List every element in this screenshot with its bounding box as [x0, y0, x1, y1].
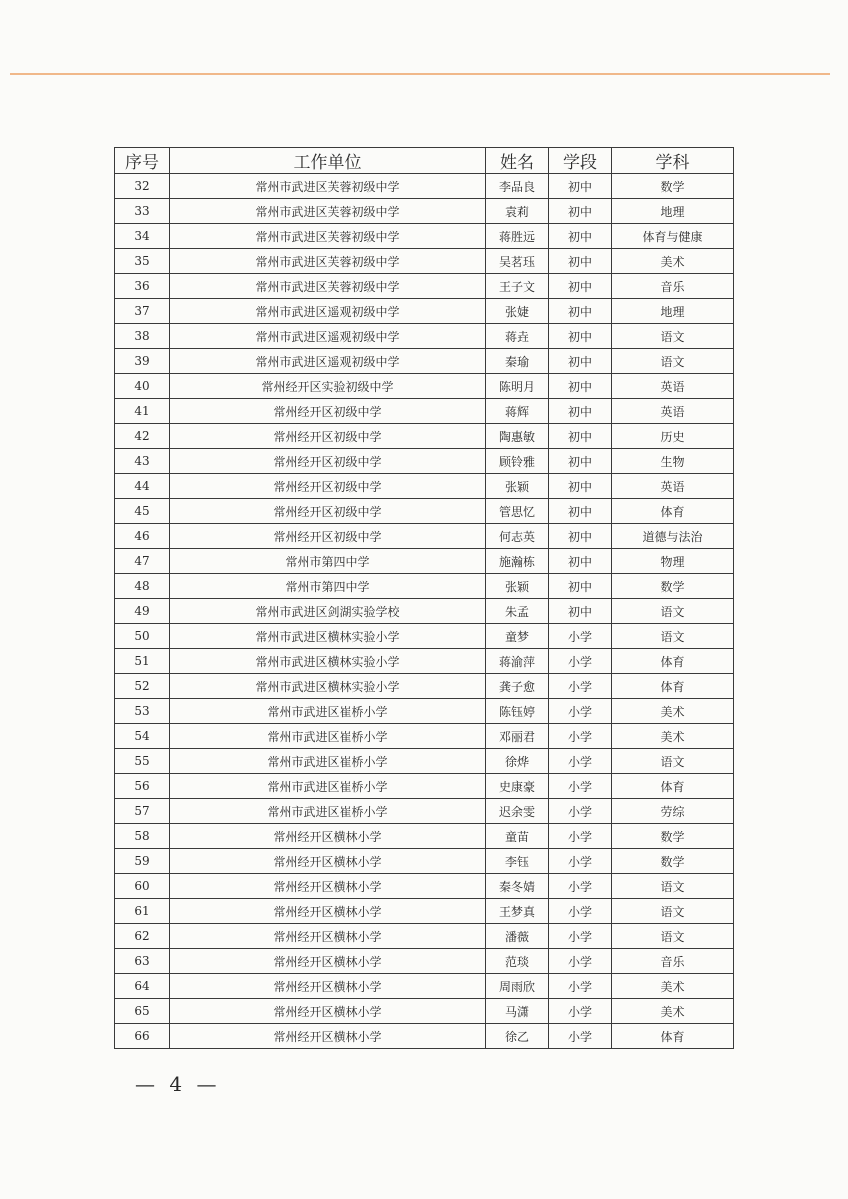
cell-stage: 初中 — [549, 449, 612, 474]
cell-no: 43 — [115, 449, 170, 474]
cell-stage: 初中 — [549, 299, 612, 324]
cell-stage: 初中 — [549, 524, 612, 549]
cell-unit: 常州市武进区横林实验小学 — [170, 674, 486, 699]
cell-unit: 常州经开区横林小学 — [170, 924, 486, 949]
cell-no: 51 — [115, 649, 170, 674]
cell-stage: 小学 — [549, 799, 612, 824]
table-row — [115, 424, 734, 449]
cell-subject: 美术 — [612, 974, 734, 999]
cell-subject: 数学 — [612, 824, 734, 849]
cell-subject: 音乐 — [612, 949, 734, 974]
cell-stage: 小学 — [549, 1024, 612, 1049]
cell-stage: 初中 — [549, 549, 612, 574]
cell-subject: 语文 — [612, 924, 734, 949]
cell-unit: 常州市武进区芙蓉初级中学 — [170, 274, 486, 299]
cell-unit: 常州经开区横林小学 — [170, 824, 486, 849]
cell-name: 何志英 — [486, 524, 549, 549]
cell-subject: 体育 — [612, 649, 734, 674]
cell-unit: 常州经开区横林小学 — [170, 974, 486, 999]
cell-subject: 地理 — [612, 199, 734, 224]
cell-name: 秦冬婧 — [486, 874, 549, 899]
table-row — [115, 924, 734, 949]
cell-no: 64 — [115, 974, 170, 999]
cell-name: 张颖 — [486, 474, 549, 499]
table-row — [115, 474, 734, 499]
cell-stage: 小学 — [549, 649, 612, 674]
cell-subject: 地理 — [612, 299, 734, 324]
cell-stage: 小学 — [549, 899, 612, 924]
table-row — [115, 399, 734, 424]
cell-unit: 常州市武进区芙蓉初级中学 — [170, 224, 486, 249]
column-header-no: 序号 — [115, 148, 170, 174]
table-body — [115, 174, 734, 1049]
table-row — [115, 724, 734, 749]
cell-unit: 常州经开区初级中学 — [170, 524, 486, 549]
cell-unit: 常州经开区横林小学 — [170, 874, 486, 899]
table-row — [115, 874, 734, 899]
cell-stage: 初中 — [549, 399, 612, 424]
cell-no: 36 — [115, 274, 170, 299]
table-row — [115, 574, 734, 599]
cell-name: 蒋渝萍 — [486, 649, 549, 674]
table-row — [115, 774, 734, 799]
cell-name: 李钰 — [486, 849, 549, 874]
cell-stage: 初中 — [549, 174, 612, 199]
cell-no: 49 — [115, 599, 170, 624]
cell-no: 66 — [115, 1024, 170, 1049]
cell-subject: 语文 — [612, 624, 734, 649]
cell-stage: 小学 — [549, 849, 612, 874]
cell-stage: 小学 — [549, 824, 612, 849]
cell-unit: 常州经开区横林小学 — [170, 849, 486, 874]
cell-subject: 语文 — [612, 349, 734, 374]
header-rule — [10, 73, 830, 75]
cell-no: 42 — [115, 424, 170, 449]
table-row — [115, 224, 734, 249]
table-row — [115, 974, 734, 999]
cell-stage: 小学 — [549, 699, 612, 724]
cell-name: 徐乙 — [486, 1024, 549, 1049]
cell-unit: 常州市武进区崔桥小学 — [170, 799, 486, 824]
cell-no: 60 — [115, 874, 170, 899]
cell-no: 41 — [115, 399, 170, 424]
cell-subject: 英语 — [612, 474, 734, 499]
cell-unit: 常州市第四中学 — [170, 574, 486, 599]
table-row — [115, 524, 734, 549]
cell-subject: 数学 — [612, 174, 734, 199]
cell-subject: 美术 — [612, 724, 734, 749]
column-header-name: 姓名 — [486, 148, 549, 174]
cell-unit: 常州经开区初级中学 — [170, 424, 486, 449]
cell-subject: 美术 — [612, 249, 734, 274]
cell-unit: 常州市武进区遥观初级中学 — [170, 324, 486, 349]
cell-stage: 初中 — [549, 249, 612, 274]
cell-name: 蒋胜远 — [486, 224, 549, 249]
cell-subject: 物理 — [612, 549, 734, 574]
cell-no: 48 — [115, 574, 170, 599]
cell-unit: 常州经开区实验初级中学 — [170, 374, 486, 399]
cell-name: 邓丽君 — [486, 724, 549, 749]
table-row — [115, 549, 734, 574]
cell-stage: 初中 — [549, 324, 612, 349]
cell-subject: 体育与健康 — [612, 224, 734, 249]
table-row — [115, 799, 734, 824]
cell-no: 53 — [115, 699, 170, 724]
cell-stage: 小学 — [549, 949, 612, 974]
cell-no: 35 — [115, 249, 170, 274]
cell-name: 张颖 — [486, 574, 549, 599]
table-row — [115, 374, 734, 399]
cell-subject: 美术 — [612, 699, 734, 724]
cell-subject: 生物 — [612, 449, 734, 474]
cell-unit: 常州市武进区遥观初级中学 — [170, 349, 486, 374]
cell-stage: 初中 — [549, 599, 612, 624]
cell-no: 34 — [115, 224, 170, 249]
table-row — [115, 349, 734, 374]
cell-unit: 常州经开区初级中学 — [170, 399, 486, 424]
cell-subject: 数学 — [612, 574, 734, 599]
cell-subject: 体育 — [612, 674, 734, 699]
cell-no: 47 — [115, 549, 170, 574]
cell-no: 37 — [115, 299, 170, 324]
cell-subject: 历史 — [612, 424, 734, 449]
cell-name: 范琰 — [486, 949, 549, 974]
cell-subject: 语文 — [612, 599, 734, 624]
cell-unit: 常州经开区横林小学 — [170, 899, 486, 924]
cell-stage: 初中 — [549, 349, 612, 374]
cell-stage: 初中 — [549, 424, 612, 449]
table-header-row — [115, 148, 734, 174]
cell-no: 44 — [115, 474, 170, 499]
cell-no: 59 — [115, 849, 170, 874]
column-header-subject: 学科 — [612, 148, 734, 174]
cell-no: 56 — [115, 774, 170, 799]
cell-no: 57 — [115, 799, 170, 824]
cell-unit: 常州市武进区芙蓉初级中学 — [170, 249, 486, 274]
table-row — [115, 624, 734, 649]
cell-unit: 常州经开区横林小学 — [170, 949, 486, 974]
cell-name: 王子文 — [486, 274, 549, 299]
cell-name: 顾铃雅 — [486, 449, 549, 474]
table-row — [115, 849, 734, 874]
cell-stage: 小学 — [549, 999, 612, 1024]
table-row — [115, 199, 734, 224]
cell-subject: 音乐 — [612, 274, 734, 299]
cell-subject: 劳综 — [612, 799, 734, 824]
cell-name: 蒋辉 — [486, 399, 549, 424]
table-row — [115, 899, 734, 924]
cell-unit: 常州经开区初级中学 — [170, 474, 486, 499]
cell-name: 施瀚栋 — [486, 549, 549, 574]
cell-no: 38 — [115, 324, 170, 349]
cell-subject: 语文 — [612, 899, 734, 924]
cell-no: 58 — [115, 824, 170, 849]
cell-subject: 体育 — [612, 499, 734, 524]
column-header-unit: 工作单位 — [170, 148, 486, 174]
cell-stage: 初中 — [549, 499, 612, 524]
cell-subject: 体育 — [612, 774, 734, 799]
table-row — [115, 299, 734, 324]
cell-unit: 常州经开区初级中学 — [170, 499, 486, 524]
cell-subject: 道德与法治 — [612, 524, 734, 549]
cell-unit: 常州市武进区横林实验小学 — [170, 649, 486, 674]
cell-no: 33 — [115, 199, 170, 224]
cell-stage: 初中 — [549, 374, 612, 399]
cell-no: 54 — [115, 724, 170, 749]
cell-name: 王梦真 — [486, 899, 549, 924]
cell-unit: 常州市武进区崔桥小学 — [170, 724, 486, 749]
cell-no: 63 — [115, 949, 170, 974]
cell-stage: 初中 — [549, 574, 612, 599]
cell-name: 秦瑜 — [486, 349, 549, 374]
cell-stage: 小学 — [549, 774, 612, 799]
table-row — [115, 274, 734, 299]
cell-unit: 常州市武进区崔桥小学 — [170, 699, 486, 724]
page-number: — 4 — — [135, 1072, 221, 1096]
cell-no: 32 — [115, 174, 170, 199]
cell-no: 40 — [115, 374, 170, 399]
table-row — [115, 649, 734, 674]
table-row — [115, 749, 734, 774]
column-header-stage: 学段 — [549, 148, 612, 174]
table-row — [115, 599, 734, 624]
cell-subject: 美术 — [612, 999, 734, 1024]
cell-unit: 常州市武进区遥观初级中学 — [170, 299, 486, 324]
cell-name: 袁莉 — [486, 199, 549, 224]
cell-name: 潘薇 — [486, 924, 549, 949]
cell-name: 童苗 — [486, 824, 549, 849]
cell-subject: 英语 — [612, 399, 734, 424]
cell-subject: 体育 — [612, 1024, 734, 1049]
cell-name: 陈钰婷 — [486, 699, 549, 724]
cell-stage: 小学 — [549, 674, 612, 699]
cell-stage: 初中 — [549, 199, 612, 224]
cell-name: 龚子愈 — [486, 674, 549, 699]
cell-unit: 常州经开区初级中学 — [170, 449, 486, 474]
cell-subject: 语文 — [612, 874, 734, 899]
cell-name: 吴茗珏 — [486, 249, 549, 274]
cell-stage: 小学 — [549, 724, 612, 749]
cell-name: 童梦 — [486, 624, 549, 649]
cell-no: 52 — [115, 674, 170, 699]
cell-stage: 小学 — [549, 624, 612, 649]
table-row — [115, 249, 734, 274]
cell-no: 45 — [115, 499, 170, 524]
cell-unit: 常州市武进区剑湖实验学校 — [170, 599, 486, 624]
cell-name: 陈明月 — [486, 374, 549, 399]
table-row — [115, 499, 734, 524]
cell-subject: 语文 — [612, 324, 734, 349]
cell-no: 46 — [115, 524, 170, 549]
cell-unit: 常州市武进区崔桥小学 — [170, 749, 486, 774]
cell-no: 62 — [115, 924, 170, 949]
teacher-roster-table — [114, 147, 734, 1049]
cell-stage: 小学 — [549, 749, 612, 774]
cell-stage: 初中 — [549, 224, 612, 249]
cell-unit: 常州市武进区芙蓉初级中学 — [170, 174, 486, 199]
cell-name: 陶惠敏 — [486, 424, 549, 449]
cell-no: 61 — [115, 899, 170, 924]
cell-unit: 常州经开区横林小学 — [170, 999, 486, 1024]
cell-unit: 常州市武进区崔桥小学 — [170, 774, 486, 799]
cell-stage: 小学 — [549, 874, 612, 899]
table-row — [115, 949, 734, 974]
cell-unit: 常州市武进区横林实验小学 — [170, 624, 486, 649]
cell-no: 50 — [115, 624, 170, 649]
table-row — [115, 1024, 734, 1049]
cell-name: 管思忆 — [486, 499, 549, 524]
table-row — [115, 174, 734, 199]
cell-unit: 常州市武进区芙蓉初级中学 — [170, 199, 486, 224]
cell-name: 朱孟 — [486, 599, 549, 624]
table-row — [115, 824, 734, 849]
cell-subject: 语文 — [612, 749, 734, 774]
cell-name: 徐烨 — [486, 749, 549, 774]
table-row — [115, 674, 734, 699]
cell-no: 39 — [115, 349, 170, 374]
table-row — [115, 699, 734, 724]
cell-name: 蒋垚 — [486, 324, 549, 349]
cell-name: 史康豪 — [486, 774, 549, 799]
cell-name: 迟余雯 — [486, 799, 549, 824]
cell-name: 周雨欣 — [486, 974, 549, 999]
cell-no: 65 — [115, 999, 170, 1024]
cell-name: 李品良 — [486, 174, 549, 199]
cell-stage: 初中 — [549, 474, 612, 499]
cell-name: 张婕 — [486, 299, 549, 324]
cell-subject: 数学 — [612, 849, 734, 874]
cell-stage: 小学 — [549, 974, 612, 999]
cell-unit: 常州市第四中学 — [170, 549, 486, 574]
cell-no: 55 — [115, 749, 170, 774]
cell-stage: 小学 — [549, 924, 612, 949]
table-row — [115, 999, 734, 1024]
cell-name: 马潇 — [486, 999, 549, 1024]
table-row — [115, 449, 734, 474]
cell-stage: 初中 — [549, 274, 612, 299]
table-row — [115, 324, 734, 349]
cell-subject: 英语 — [612, 374, 734, 399]
cell-unit: 常州经开区横林小学 — [170, 1024, 486, 1049]
